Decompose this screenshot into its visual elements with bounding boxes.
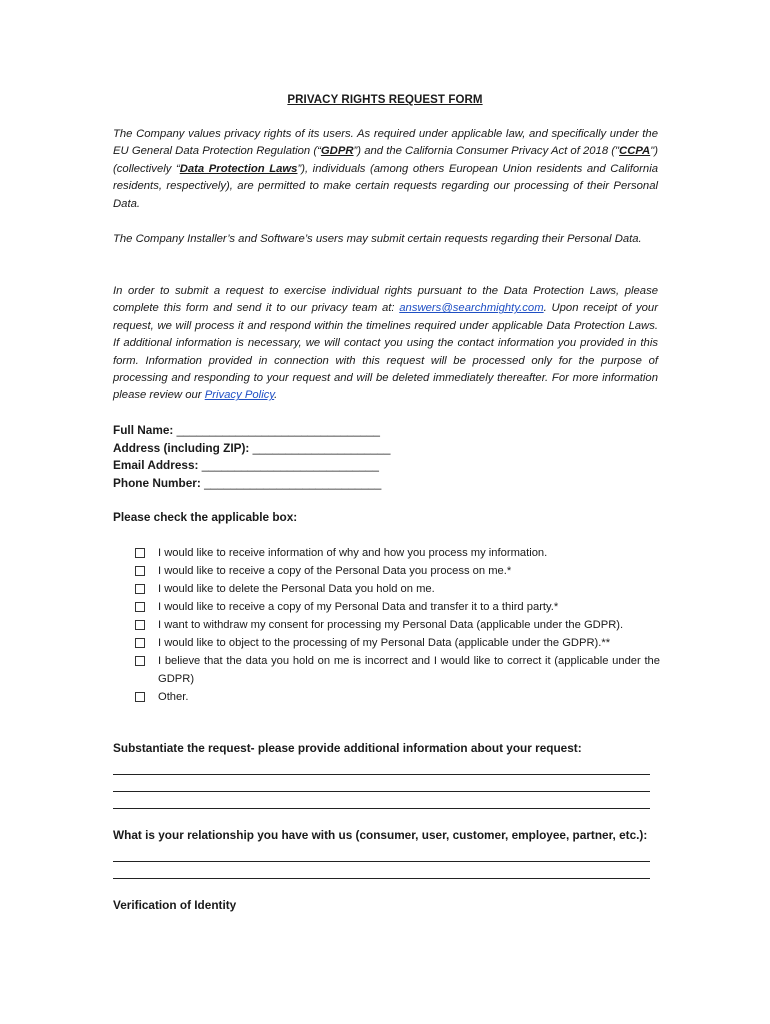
option-label: I would like to receive a copy of my Personal Data and transfer it to a third party.* [158,601,559,613]
field-line[interactable]: ___________________________ [204,475,382,490]
gdpr-term: GDPR [320,145,354,158]
intro-text: ”) and the California Consumer Privacy Act of 2018 (" [353,145,620,158]
checkbox[interactable] [135,692,145,702]
email-field[interactable] [113,457,379,475]
privacy-policy-link[interactable]: Privacy Policy [204,389,275,402]
data-protection-laws-term: Data Protection Laws [179,162,298,175]
field-label: Email Address: [113,458,202,472]
request-options-list [135,544,660,706]
field-label: Full Name: [113,423,177,437]
option-label: I believe that the data you hold on me is incorrect and I would like to correct it (applicable under the GDPR) [158,655,660,685]
verification-heading: Verification of Identity [113,898,237,912]
answer-line[interactable] [113,808,650,809]
option-other[interactable] [135,688,660,706]
option-object-processing[interactable] [135,634,660,652]
intro-paragraph-1 [113,126,658,213]
checkbox[interactable] [135,584,145,594]
answer-line[interactable] [113,878,650,879]
intro-paragraph-3 [113,283,658,405]
checkbox[interactable] [135,656,145,666]
field-line[interactable]: ___________________________ [201,458,379,472]
option-label: I would like to object to the processing of my Personal Data (applicable under the GDPR).** [158,637,611,649]
address-field[interactable] [113,440,390,458]
substantiate-heading: Substantiate the request- please provide additional information about your request: [113,741,582,755]
privacy-email-link[interactable]: answers@searchmighty.com [399,302,544,315]
ccpa-term: CCPA [619,145,651,158]
field-line[interactable]: _______________________________ [176,423,380,437]
option-withdraw-consent[interactable] [135,616,660,634]
checkbox[interactable] [135,638,145,648]
form-title: PRIVACY RIGHTS REQUEST FORM [287,94,483,106]
full-name-field[interactable] [113,422,380,440]
checkbox[interactable] [135,602,145,612]
intro-paragraph-2: The Company Installer’s and Software’s users may submit certain requests regarding their Personal Data. [113,233,642,245]
relationship-heading: What is your relationship you have with us (consumer, user, customer, employee, partner, etc.): [113,828,648,842]
intro-text: The Company values privacy rights of its users. As required under applicable law, and specifically under the EU General Data Protection Regulation (“ [113,128,658,158]
check-heading: Please check the applicable box: [113,510,298,524]
intro-text: ") (collectively “ [113,145,658,175]
intro-text: . Upon receipt of your request, we will process it and respond within the timelines required under applicable Data Protection Laws. If additional information is necessary, we will contact you using the contact information you provided in this form. Information provided in connection with this request will be processed only for the purpose of processing and responding to your request and will be deleted immediately thereafter. For more information please review our [113,302,658,402]
answer-line[interactable] [113,791,650,792]
option-correct-data[interactable] [135,652,660,688]
field-line[interactable]: _____________________ [252,440,391,455]
checkbox[interactable] [135,548,145,558]
checkbox[interactable] [135,566,145,576]
intro-text: ”), individuals (among others European Union residents and California residents, respectively), are permitted to make certain requests regarding our processing of their Personal Data. [113,162,658,210]
option-label: I want to withdraw my consent for processing my Personal Data (applicable under the GDPR). [158,619,624,631]
intro-text: In order to submit a request to exercise individual rights pursuant to the Data Protection Laws, please complete this form and send it to our privacy team at: [113,285,658,315]
field-label: Address (including ZIP): [113,440,253,455]
option-receive-copy[interactable] [135,562,660,580]
checkbox[interactable] [135,620,145,630]
answer-line[interactable] [113,774,650,775]
option-delete-data[interactable] [135,580,660,598]
option-label: Other. [158,691,189,703]
intro-text: . [274,389,278,402]
field-label: Phone Number: [113,475,205,490]
option-label: I would like to receive information of why and how you process my information. [158,547,548,559]
option-label: I would like to delete the Personal Data you hold on me. [158,583,435,595]
option-receive-information[interactable] [135,544,660,562]
answer-line[interactable] [113,861,650,862]
option-label: I would like to receive a copy of the Personal Data you process on me.* [158,565,512,577]
phone-field[interactable] [113,475,381,493]
option-transfer-data[interactable] [135,598,660,616]
